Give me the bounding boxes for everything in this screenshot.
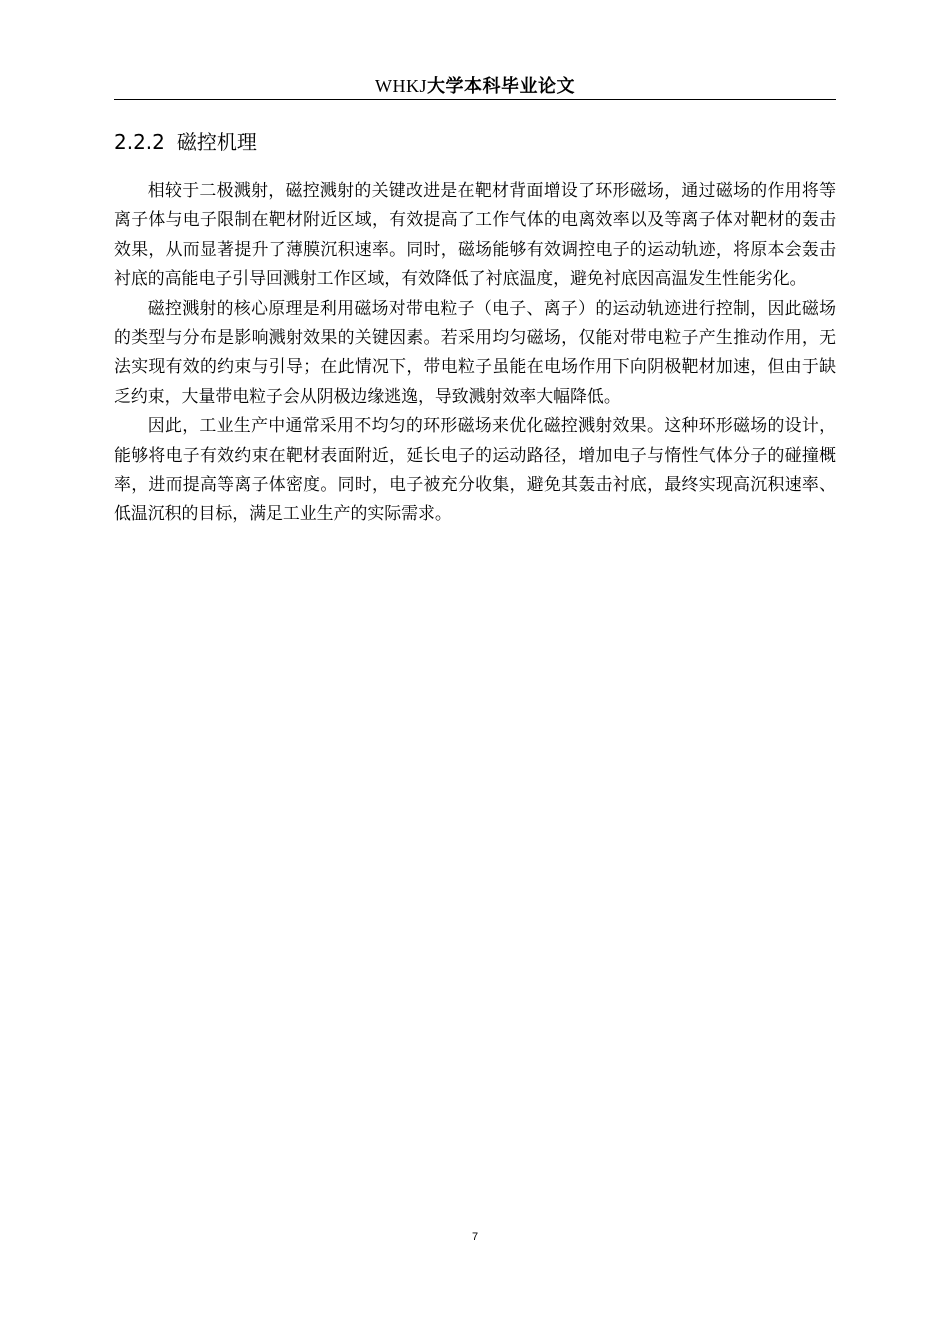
header-rule: [114, 99, 836, 100]
section-title: 磁控机理: [176, 130, 257, 154]
body-text: [114, 176, 836, 529]
running-header: [0, 72, 950, 98]
section-number: 2.2.2: [114, 130, 165, 154]
section-heading: [114, 126, 257, 155]
paragraph: 相较于二极溅射，磁控溅射的关键改进是在靶材背面增设了环形磁场，通过磁场的作用将等离子体与电子限制在靶材附近区域，有效提高了工作气体的电离效率以及等离子体对靶材的轰击效果，从而显著提升了薄膜沉积速率。同时，磁场能够有效调控电子的运动轨迹，将原本会轰击衬底的高能电子引导回溅射工作区域，有效降低了衬底温度，避免衬底因高温发生性能劣化。: [114, 180, 836, 289]
running-header-latin: WHKJ: [375, 76, 427, 96]
paragraph: 磁控溅射的核心原理是利用磁场对带电粒子（电子、离子）的运动轨迹进行控制，因此磁场的类型与分布是影响溅射效果的关键因素。若采用均匀磁场，仅能对带电粒子产生推动作用，无法实现有效的约束与引导；在此情况下，带电粒子虽能在电场作用下向阴极靶材加速，但由于缺乏约束，大量带电粒子会从阴极边缘逃逸，导致溅射效率大幅降低。: [114, 297, 836, 406]
running-header-title: 大学本科毕业论文: [427, 76, 575, 97]
paragraph: 因此，工业生产中通常采用不均匀的环形磁场来优化磁控溅射效果。这种环形磁场的设计，能够将电子有效约束在靶材表面附近，延长电子的运动路径，增加电子与惰性气体分子的碰撞概率，进而提高等离子体密度。同时，电子被充分收集，避免其轰击衬底，最终实现高沉积速率、低温沉积的目标，满足工业生产的实际需求。: [114, 415, 836, 524]
page-number: 7: [471, 1231, 479, 1243]
